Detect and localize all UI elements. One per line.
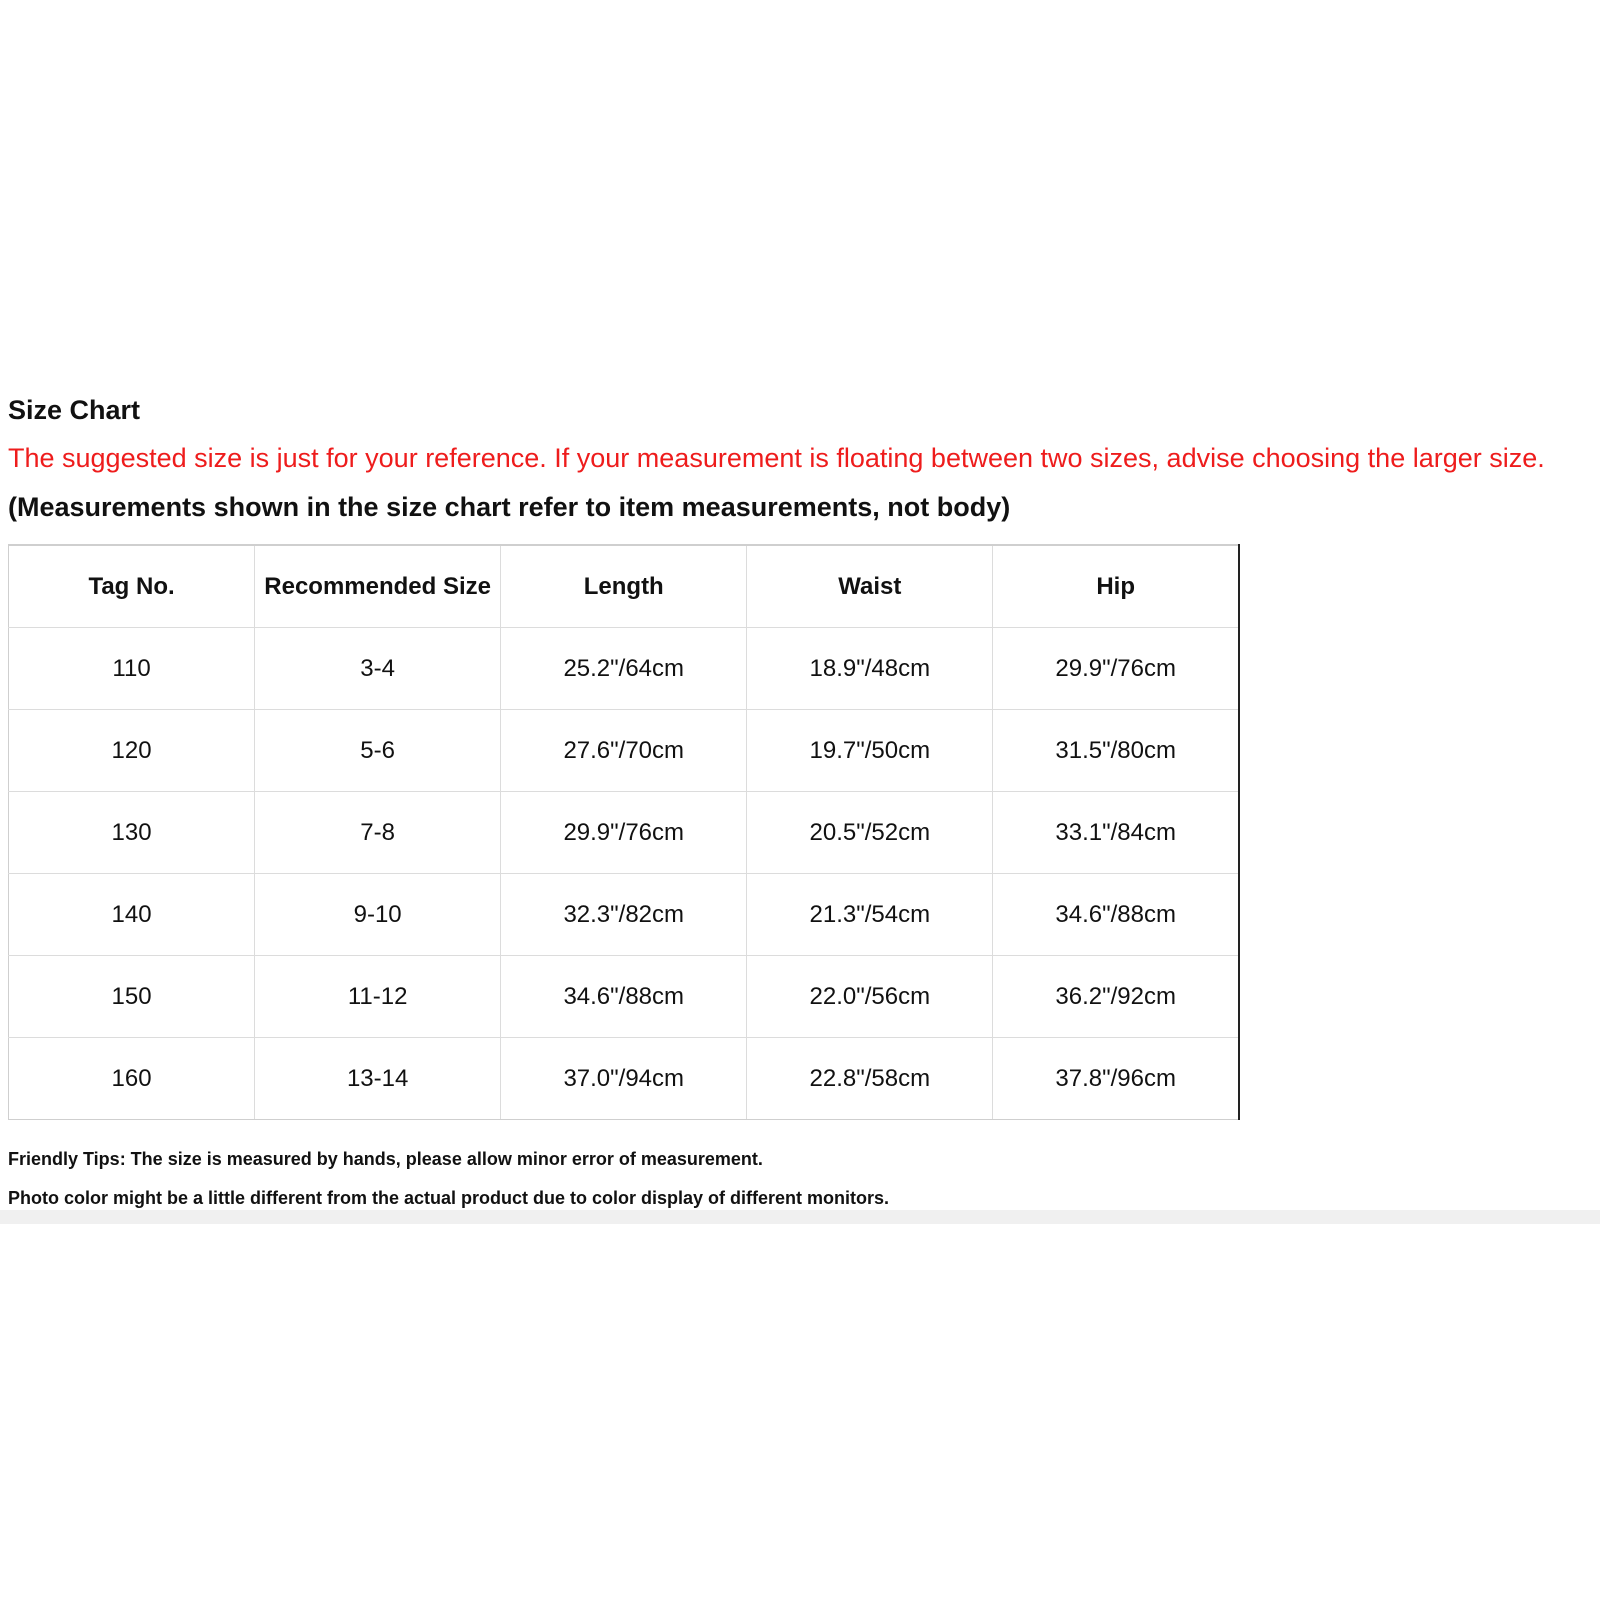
cell-hip: 37.8"/96cm bbox=[993, 1038, 1239, 1120]
size-advice-notice: The suggested size is just for your reference. If your measurement is floating between two sizes, advise choosing the larger size. bbox=[8, 443, 1545, 473]
cell-tag-no: 110 bbox=[9, 628, 255, 710]
table-header-row bbox=[9, 545, 1240, 628]
cell-length: 32.3"/82cm bbox=[501, 874, 747, 956]
cell-waist: 22.8"/58cm bbox=[747, 1038, 993, 1120]
cell-tag-no: 160 bbox=[9, 1038, 255, 1120]
cell-tag-no: 130 bbox=[9, 792, 255, 874]
cell-hip: 36.2"/92cm bbox=[993, 956, 1239, 1038]
cell-waist: 19.7"/50cm bbox=[747, 710, 993, 792]
column-header-waist: Waist bbox=[747, 545, 993, 628]
size-table bbox=[8, 544, 1240, 1120]
color-disclaimer: Photo color might be a little different from the actual product due to color display of different monitors. bbox=[8, 1188, 890, 1208]
cell-tag-no: 140 bbox=[9, 874, 255, 956]
cell-waist: 20.5"/52cm bbox=[747, 792, 993, 874]
table-row bbox=[9, 710, 1240, 792]
column-header-recommended-size: Recommended Size bbox=[255, 545, 501, 628]
cell-length: 29.9"/76cm bbox=[501, 792, 747, 874]
page-title: Size Chart bbox=[8, 395, 141, 425]
column-header-hip: Hip bbox=[993, 545, 1239, 628]
cell-length: 34.6"/88cm bbox=[501, 956, 747, 1038]
cell-tag-no: 120 bbox=[9, 710, 255, 792]
measurement-note: (Measurements shown in the size chart refer to item measurements, not body) bbox=[8, 492, 1011, 522]
cell-hip: 31.5"/80cm bbox=[993, 710, 1239, 792]
cell-waist: 22.0"/56cm bbox=[747, 956, 993, 1038]
cell-waist: 18.9"/48cm bbox=[747, 628, 993, 710]
table-row bbox=[9, 1038, 1240, 1120]
cell-tag-no: 150 bbox=[9, 956, 255, 1038]
cell-recommended-size: 11-12 bbox=[255, 956, 501, 1038]
cell-recommended-size: 13-14 bbox=[255, 1038, 501, 1120]
cell-recommended-size: 3-4 bbox=[255, 628, 501, 710]
cell-recommended-size: 9-10 bbox=[255, 874, 501, 956]
cell-hip: 33.1"/84cm bbox=[993, 792, 1239, 874]
cell-length: 27.6"/70cm bbox=[501, 710, 747, 792]
cell-waist: 21.3"/54cm bbox=[747, 874, 993, 956]
cell-hip: 29.9"/76cm bbox=[993, 628, 1239, 710]
cell-recommended-size: 5-6 bbox=[255, 710, 501, 792]
cell-hip: 34.6"/88cm bbox=[993, 874, 1239, 956]
cell-recommended-size: 7-8 bbox=[255, 792, 501, 874]
table-row bbox=[9, 792, 1240, 874]
table-row bbox=[9, 956, 1240, 1038]
table-row bbox=[9, 874, 1240, 956]
friendly-tip: Friendly Tips: The size is measured by hands, please allow minor error of measurement. bbox=[8, 1149, 763, 1169]
cell-length: 37.0"/94cm bbox=[501, 1038, 747, 1120]
cell-length: 25.2"/64cm bbox=[501, 628, 747, 710]
column-header-length: Length bbox=[501, 545, 747, 628]
bottom-divider-band bbox=[0, 1210, 1600, 1224]
table-row bbox=[9, 628, 1240, 710]
column-header-tag-no: Tag No. bbox=[9, 545, 255, 628]
